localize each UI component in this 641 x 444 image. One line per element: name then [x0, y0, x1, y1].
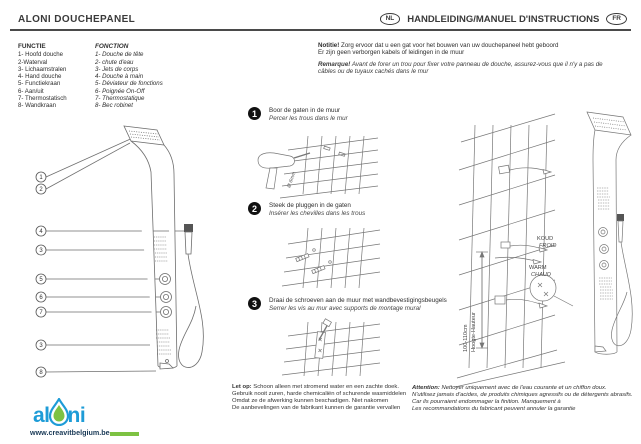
- function-list-fr: [95, 43, 163, 110]
- warm-label-nl: WARM: [529, 265, 547, 271]
- list-item: 8- Wandkraan: [18, 102, 57, 110]
- function-list-nl-title: FUNCTIE: [18, 43, 46, 50]
- callout-number: 7: [39, 310, 43, 317]
- step-3: [248, 297, 463, 312]
- page-title: ALONI DOUCHEPANEL: [18, 14, 136, 25]
- step-1-text-nl: Boor de gaten in de muur: [269, 107, 341, 114]
- logo-accent-bar: [110, 432, 139, 436]
- website-url: www.creavitbelgium.be: [30, 428, 110, 437]
- nl-language-badge: NL: [380, 13, 401, 25]
- step-2-text-fr: Insérer les chevilles dans les trous: [269, 209, 366, 217]
- callout-number: 4: [39, 229, 43, 236]
- callout-number: 3: [39, 343, 43, 350]
- list-item: 6- Aan/uit: [18, 87, 44, 95]
- step-1-number: 1: [248, 107, 261, 120]
- list-item: 1- Douche de tête: [95, 51, 144, 59]
- panel-callouts: [36, 172, 46, 377]
- height-range-label: 100-110cm: [463, 324, 469, 352]
- care-nl-label: Let op:: [232, 384, 252, 390]
- logo-text-right: ni: [68, 406, 86, 426]
- list-item: 5- Déviateur de fonctions: [95, 80, 163, 88]
- care-note-fr: Attention: Nettoyer uniquement avec de l'eau courante et un chiffon doux. N'utilisez jamais d'acides, de produits chimiques agressifs ou de détergents abrasifs. Car ils pourraient endommager la finition. Manquement à Les recommandations du fabricant peuvent annuler la garantie: [412, 385, 633, 413]
- note-nl-line2: Er zijn geen verborgen kabels of leidingen in de muur: [318, 49, 465, 57]
- header-right: [380, 13, 627, 25]
- manual-subtitle: HANDLEIDING/MANUEL D'INSTRUCTIONS: [407, 13, 600, 25]
- cold-label-fr: FROID: [539, 243, 557, 249]
- list-item: 3- Lichaamstralen: [18, 65, 67, 73]
- aloni-logo: [33, 398, 85, 426]
- note-fr-line1: Remarque! Avant de forer un trou pour fixer votre panneau de douche, assurez-vous que il n'y a pas de: [318, 60, 603, 68]
- drilling-note: [318, 42, 634, 76]
- drill-diameter-label: Ø 6mm: [286, 171, 298, 189]
- bracket-wall-diagram: [258, 318, 383, 382]
- list-item: 2-Waterval: [18, 58, 48, 66]
- care-note-nl: Let op: Schoon alleen met stromend water en een zachte doek. Gebruik nooit zuren, harde chemicaliën of schurende wasmiddelen Omdat ze de afwerking kunnen beschadigen. Niet nakomen De aanbevelingen van de fabrikant kunnen de garantie vervallen: [232, 384, 407, 412]
- droplet-icon: [49, 398, 69, 426]
- step-3-number: 3: [248, 297, 261, 310]
- note-fr-line2: câbles ou de tuyaux cachés dans le mur: [318, 68, 429, 76]
- callout-number: 2: [39, 187, 43, 194]
- function-list-nl: [18, 43, 67, 110]
- list-item: 7- Thermostatisch: [18, 95, 67, 103]
- header-divider: [10, 29, 631, 31]
- list-item: 5- Functiekraan: [18, 80, 61, 88]
- callout-number: 3: [39, 248, 43, 255]
- step-2-text-nl: Steek de pluggen in de gaten: [269, 202, 351, 209]
- wall-mounting-diagram: [455, 100, 641, 390]
- list-item: 7- Thermostatique: [95, 95, 145, 103]
- list-item: 2- chute d'eau: [95, 58, 134, 66]
- note-fr-label: Remarque!: [318, 60, 351, 68]
- list-item: 8- Bec robinet: [95, 102, 133, 110]
- callout-number: 6: [39, 295, 43, 302]
- step-3-text-fr: Serrer les vis au mur avec supports de montage mural: [269, 304, 421, 312]
- callout-number: 8: [39, 370, 43, 377]
- care-fr-label: Attention:: [412, 385, 440, 391]
- step-2: [248, 202, 458, 217]
- cold-label-nl: KOUD: [537, 236, 554, 242]
- plugs-wall-diagram: [258, 222, 383, 297]
- list-item: 4- Douche à main: [95, 73, 144, 81]
- logo-text-left: al: [33, 404, 50, 427]
- fr-language-badge: FR: [606, 13, 627, 25]
- step-1-text-fr: Percer les trous dans le mur: [269, 114, 348, 122]
- list-item: 1- Hoofd douche: [18, 51, 64, 59]
- note-nl-label: Notitie!: [318, 42, 340, 49]
- callout-number: 5: [39, 277, 43, 284]
- list-item: 4- Hand douche: [18, 73, 62, 81]
- drill-wall-diagram: [250, 130, 380, 202]
- note-nl-line1: Notitie! Zorg ervoor dat u een gat voor het bouwen van uw douchepaneel hebt geboord: [318, 42, 559, 49]
- list-item: 6- Poignée On-Off: [95, 87, 145, 95]
- height-text-label: Hoogte-Hauteur: [471, 312, 477, 352]
- step-2-number: 2: [248, 202, 261, 215]
- warm-label-fr: CHAUD: [531, 272, 551, 278]
- step-3-text-nl: Draai de schroeven aan de muur met wandbevestigingsbeugels: [269, 297, 447, 304]
- step-1: [248, 107, 458, 122]
- list-item: 3- Jets de corps: [95, 65, 139, 73]
- callout-number: 1: [39, 175, 43, 182]
- note-fr: [318, 61, 634, 76]
- function-list-fr-title: FONCTION: [95, 43, 129, 50]
- shower-panel-diagram: [25, 110, 235, 385]
